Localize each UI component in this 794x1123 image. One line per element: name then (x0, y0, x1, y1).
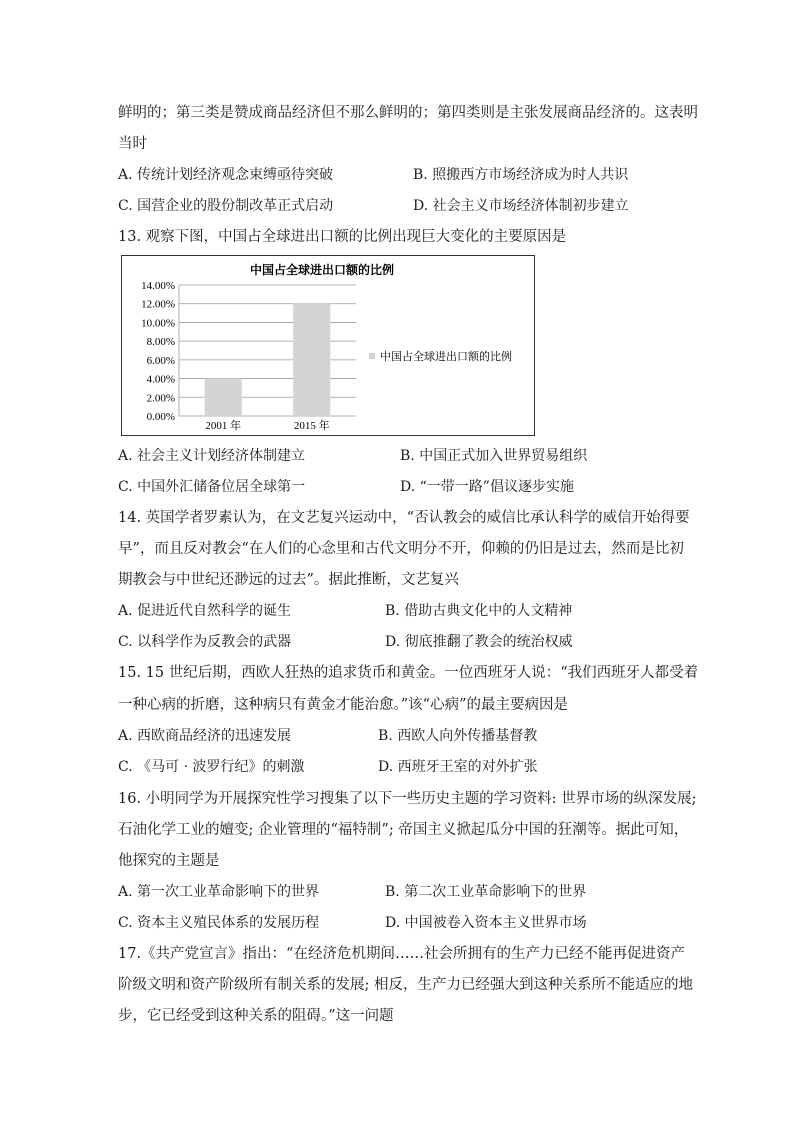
q14-option-d: D. 彻底推翻了教会的统治权威 (385, 634, 573, 650)
q14-stem-line1: 14. 英国学者罗素认为，在文艺复兴运动中，“否认教会的威信比承认科学的威信开始得要 (118, 510, 690, 526)
q15-option-b: B. 西欧人向外传播基督教 (378, 728, 538, 744)
q12-stem-line2: 当时 (118, 136, 147, 152)
y-tick-label: 12.00% (141, 298, 175, 311)
y-tick-label: 2.00% (146, 392, 175, 405)
y-tick-label: 8.00% (146, 336, 175, 349)
q16-option-c: C. 资本主义殖民体系的发展历程 (118, 915, 320, 931)
q16-option-a: A. 第一次工业革命影响下的世界 (118, 884, 320, 900)
q13-option-c: C. 中国外汇储备位居全球第一 (118, 479, 306, 495)
q15-stem-line1: 15. 15 世纪后期，西欧人狂热的追求货币和黄金。一位西班牙人说：“我们西班牙人都受着 (118, 665, 699, 681)
q16-stem-line1: 16. 小明同学为开展探究性学习搜集了以下一些历史主题的学习资料: 世界市场的纵深发展; (118, 791, 697, 807)
q15-option-d: D. 西班牙王室的对外扩张 (378, 759, 538, 775)
q15-stem-line2: 一种心病的折磨，这种病只有黄金才能治愈。”该“心病”的最主要病因是 (118, 697, 568, 713)
q14-stem-line2: 早”，而且反对教会“在人们的心念里和古代文明分不开，仰赖的仍旧是过去，然而是比初 (118, 541, 684, 557)
q17-stem-line2: 阶级文明和资产阶级所有制关系的发展; 相反，生产力已经强大到这种关系所不能适应的地 (118, 977, 693, 993)
legend-label: 中国占全球进出口额的比例 (380, 350, 512, 363)
bar-chart-svg (122, 256, 534, 435)
legend-swatch (369, 353, 375, 359)
q12-stem-line1: 鲜明的；第三类是赞成商品经济但不那么鲜明的；第四类则是主张发展商品经济的。这表明 (118, 105, 698, 121)
q13-option-d: D. “一带一路”倡议逐步实施 (400, 479, 574, 495)
q12-option-b: B. 照搬西方市场经济成为时人共识 (413, 167, 629, 183)
x-tick-label: 2001 年 (205, 420, 242, 432)
q12-option-d: D. 社会主义市场经济体制初步建立 (413, 198, 629, 214)
q14-stem-line3: 期教会与中世纪还渺远的过去”。据此推断，文艺复兴 (118, 572, 459, 588)
q14-option-b: B. 借助古典文化中的人文精神 (385, 603, 573, 619)
q13-option-a: A. 社会主义计划经济体制建立 (118, 448, 306, 464)
q17-stem-line1: 17.《共产党宣言》指出：“在经济危机期间……社会所拥有的生产力已经不能再促进资产 (118, 946, 685, 962)
q16-stem-line2: 石油化学工业的嬗变; 企业管理的“福特制”; 帝国主义掀起瓜分中国的狂潮等。据此可知， (118, 822, 689, 838)
q12-option-c: C. 国营企业的股份制改革正式启动 (118, 198, 334, 214)
q17-stem-line3: 步，它已经受到这种关系的阻碍。”这一问题 (118, 1008, 394, 1024)
q15-option-a: A. 西欧商品经济的迅速发展 (118, 728, 292, 744)
chart-title: 中国占全球进出口额的比例 (249, 263, 395, 277)
bar (205, 379, 242, 416)
q14-option-c: C. 以科学作为反教会的武器 (118, 634, 292, 650)
x-tick-label: 2015 年 (293, 420, 330, 432)
q16-stem-line3: 他探究的主题是 (118, 853, 220, 869)
bar-chart (121, 255, 535, 436)
q16-option-b: B. 第二次工业革命影响下的世界 (385, 884, 587, 900)
y-tick-label: 4.00% (146, 373, 175, 386)
y-tick-label: 6.00% (146, 354, 175, 367)
q13-option-b: B. 中国正式加入世界贸易组织 (400, 448, 588, 464)
q12-option-a: A. 传统计划经济观念束缚亟待突破 (118, 167, 334, 183)
q15-option-c: C. 《马可 · 波罗行纪》的刺激 (118, 759, 305, 775)
q14-option-a: A. 促进近代自然科学的诞生 (118, 603, 292, 619)
q13-stem: 13. 观察下图，中国占全球进出口额的比例出现巨大变化的主要原因是 (118, 229, 567, 245)
y-tick-label: 14.00% (141, 280, 175, 292)
q16-option-d: D. 中国被卷入资本主义世界市场 (385, 915, 587, 931)
y-tick-label: 10.00% (141, 317, 175, 330)
bar (293, 304, 330, 416)
y-tick-label: 0.00% (146, 411, 175, 423)
